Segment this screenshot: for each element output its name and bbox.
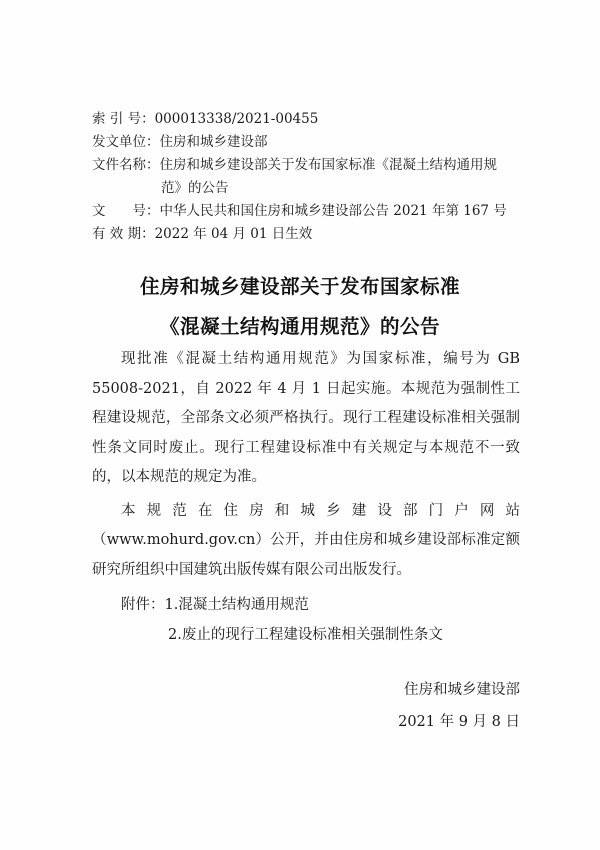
meta-validity-value: 2022 年 04 月 01 日生效 xyxy=(154,226,313,242)
attachments-label: 附件： xyxy=(121,597,165,613)
meta-validity-row xyxy=(92,223,542,246)
signature-date: 2021 年 9 月 8 日 xyxy=(398,714,520,730)
signature-org: 住房和城乡建设部 xyxy=(404,682,520,698)
meta-index-label: 索 引 号： xyxy=(92,111,155,127)
meta-index-row xyxy=(92,108,542,131)
meta-issuer-value: 住房和城乡建设部 xyxy=(159,134,268,150)
meta-issuer-row xyxy=(92,131,542,154)
document-title-line1: 住房和城乡建设部关于发布国家标准 xyxy=(139,275,460,298)
meta-docnumber-value: 中华人民共和国住房和城乡建设部公告 2021 年第 167 号 xyxy=(159,203,507,219)
meta-validity-label: 有 效 期： xyxy=(92,226,155,242)
meta-docname-value: 住房和城乡建设部关于发布国家标准《混凝土结构通用规 xyxy=(159,157,497,173)
meta-docnumber-label: 文 号： xyxy=(92,203,160,219)
meta-docnumber-row xyxy=(92,200,542,223)
body-paragraph-2: 本规范在住房和城乡建设部门户网站（www.mohurd.gov.cn）公开，并由住房和城乡建设部标准定额研究所组织中国建筑出版传媒有限公司出版发行。 xyxy=(92,502,520,578)
metadata-block xyxy=(92,108,542,246)
attachment-item-1-text: 1.混凝土结构通用规范 xyxy=(164,597,309,613)
body-paragraph-1: 现批准《混凝土结构通用规范》为国家标准，编号为 GB 55008-2021，自 2022 年 4 月 1 日起实施。本规范为强制性工程建设规范，全部条文必须严格执行。现行工程建设标准相关强制性条文同时废止。现行工程建设标准中有关规定与本规范不一致的，以本规范的规定为准。 xyxy=(92,351,520,485)
meta-issuer-label: 发文单位： xyxy=(92,134,160,150)
attachment-item-2: 2.废止的现行工程建设标准相关强制性条文 xyxy=(168,627,443,643)
document-title-line2: 《混凝土结构通用规范》的公告 xyxy=(159,315,440,338)
meta-docname-continuation: 范》的公告 xyxy=(161,180,229,196)
meta-docname-row xyxy=(92,154,542,177)
attachments-block xyxy=(121,590,443,650)
document-body xyxy=(92,345,520,585)
meta-index-value: 000013338/2021-00455 xyxy=(154,111,319,127)
meta-docname-label: 文件名称： xyxy=(92,157,160,173)
attachment-item-1 xyxy=(121,590,443,620)
